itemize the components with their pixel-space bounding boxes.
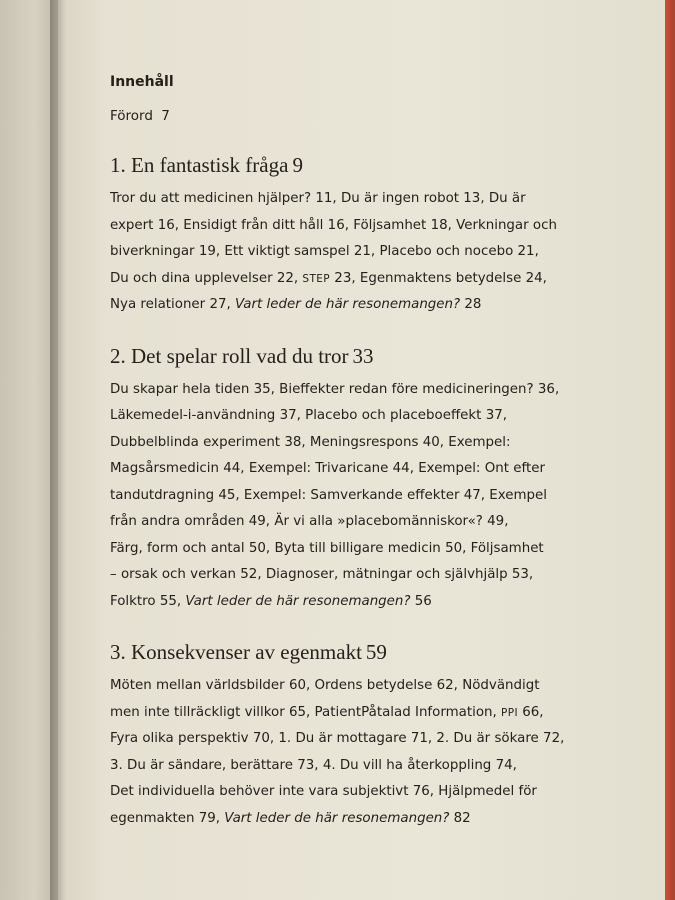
entry-segment: 60,	[288, 678, 315, 693]
chapter-block	[110, 639, 565, 832]
book-cover-edge	[665, 0, 675, 900]
entry-segment: 66,	[517, 704, 544, 720]
entry-segment: 36,	[537, 381, 560, 397]
entry-segment: Tror du att medicinen hjälper?	[110, 191, 316, 206]
entry-segment: Ordens betydelse	[314, 678, 437, 693]
entry-segment: 22,	[276, 270, 303, 286]
entry-segment: Exempel:	[448, 434, 511, 450]
entry-segment: Ensidigt från ditt håll	[183, 217, 328, 233]
entry-segment: Dubbelblinda experiment	[110, 434, 285, 450]
entry-segment: Meningsrespons	[309, 434, 423, 450]
entry-segment: 76,	[412, 784, 439, 799]
entry-line	[110, 700, 565, 727]
entry-segment: 55,	[159, 593, 186, 609]
entry-segment: Följsamhet	[353, 217, 431, 233]
entry-segment: Du skapar hela tiden	[110, 381, 254, 397]
book-gutter-shadow	[50, 0, 66, 900]
entry-segment: 65,	[288, 704, 315, 720]
entry-segment: Byta till billigare medicin	[274, 540, 446, 556]
entry-segment: Möten mellan världsbilder	[110, 678, 289, 693]
entry-segment: Exempel	[489, 487, 548, 503]
entry-segment: 62,	[436, 678, 463, 693]
entry-segment: Du är ingen robot	[340, 191, 464, 206]
foreword-entry	[110, 108, 565, 128]
entry-segment: Exempel: Trivaricane	[248, 461, 393, 476]
entry-segment: 35,	[253, 381, 280, 397]
entry-segment: 3. Du är sändare, berättare	[110, 757, 298, 773]
entry-segment: Exempel: Ont efter	[418, 461, 545, 476]
entry-line	[110, 673, 565, 700]
entry-segment: Följsamhet	[470, 540, 544, 556]
entry-segment: Bieffekter redan före medicineringen?	[279, 381, 538, 397]
chapter-page-number: 33	[352, 343, 374, 368]
entry-line	[110, 589, 565, 616]
chapter-entries	[110, 377, 565, 616]
chapter-title	[110, 152, 565, 178]
entry-line	[110, 456, 565, 483]
entry-segment: 49,	[248, 514, 275, 529]
entry-segment: Läkemedel-i-användning	[110, 408, 280, 423]
entry-segment: Fyra olika perspektiv	[110, 731, 253, 746]
entry-segment: Det individuella behöver inte vara subjektivt	[110, 784, 413, 799]
chapter-entries	[110, 673, 565, 832]
entry-line	[110, 213, 565, 240]
entry-segment: 28	[460, 297, 482, 312]
entry-segment: Egenmaktens betydelse	[359, 270, 526, 286]
entry-segment: 38,	[284, 434, 310, 450]
chapter-title	[110, 343, 565, 369]
entry-line	[110, 239, 565, 266]
entry-segment: Du och dina upplevelser	[110, 270, 277, 286]
entry-segment: Verkningar och	[456, 217, 557, 233]
entry-segment: 44,	[392, 461, 419, 476]
table-of-contents	[110, 70, 565, 832]
entry-line	[110, 266, 565, 293]
entry-segment: biverkningar	[110, 244, 199, 259]
chapter-page-number: 59	[365, 640, 387, 664]
entry-line	[110, 509, 565, 536]
entry-segment: Exempel: Samverkande effekter	[243, 487, 464, 503]
entry-segment: 45,	[218, 487, 244, 503]
entry-segment: tandutdragning	[110, 487, 219, 503]
chapter-block	[110, 152, 565, 319]
entry-segment: 4. Du vill ha återkoppling	[322, 757, 496, 773]
entry-segment: 44,	[223, 461, 249, 476]
entry-segment: 82	[449, 810, 471, 826]
foreword-label: Förord	[110, 108, 153, 124]
entry-segment: 18,	[430, 217, 457, 233]
entry-segment: Ett viktigt samspel	[224, 244, 354, 259]
entry-segment: 1. Du är mottagare	[278, 731, 411, 746]
entry-segment: 19,	[198, 244, 225, 259]
entry-segment: PPI	[501, 706, 518, 719]
entry-segment: – orsak och verkan	[110, 567, 241, 582]
entry-segment: 21,	[353, 244, 380, 259]
entry-segment: expert	[110, 217, 158, 233]
entry-segment: 11,	[315, 191, 341, 206]
toc-heading: Innehåll	[110, 74, 174, 90]
chapter-title-text: 2. Det spelar roll vad du tror	[110, 343, 349, 368]
entry-segment: 47,	[463, 487, 490, 503]
entry-segment: 24,	[525, 270, 547, 286]
foreword-page: 7	[161, 108, 170, 124]
entry-line	[110, 753, 565, 780]
chapter-block	[110, 343, 565, 616]
entry-segment: 53,	[511, 567, 534, 582]
entry-segment: Placebo och placeboeffekt	[305, 408, 486, 423]
entry-line	[110, 726, 565, 753]
chapter-title	[110, 639, 565, 665]
entry-line	[110, 430, 565, 457]
entry-segment: PatientPåtalad Information,	[314, 704, 502, 720]
entry-segment: från andra områden	[110, 514, 249, 529]
entry-segment: 72,	[543, 731, 565, 746]
entry-segment: Hjälpmedel för	[438, 784, 537, 799]
entry-segment: Nya relationer	[110, 297, 210, 312]
entry-segment: 23,	[330, 270, 360, 286]
chapter-list	[110, 152, 565, 832]
entry-segment: 2. Du är sökare	[436, 731, 544, 746]
entry-line	[110, 562, 565, 589]
entry-line	[110, 403, 565, 430]
chapter-entries	[110, 186, 565, 319]
entry-line	[110, 536, 565, 563]
chapter-page-number: 9	[292, 153, 303, 177]
entry-segment: Nödvändigt	[462, 678, 540, 693]
entry-segment: Diagnoser, mätningar och självhjälp	[265, 567, 512, 582]
entry-segment: 16,	[157, 217, 184, 233]
entry-segment: 40,	[422, 434, 449, 450]
entry-line	[110, 806, 565, 833]
entry-segment: 13,	[463, 191, 489, 206]
entry-segment: 70,	[252, 731, 279, 746]
entry-line	[110, 483, 565, 510]
entry-line	[110, 186, 565, 213]
entry-segment: 73,	[297, 757, 323, 773]
entry-segment: 49,	[487, 514, 509, 529]
entry-segment: 21,	[517, 244, 539, 259]
entry-segment: Vart leder de här resonemangen?	[185, 593, 411, 609]
entry-segment: 50,	[248, 540, 275, 556]
entry-segment: Vart leder de här resonemangen?	[235, 297, 461, 312]
entry-segment: 50,	[445, 540, 471, 556]
entry-segment: 74,	[495, 757, 517, 773]
entry-segment: Placebo och nocebo	[379, 244, 518, 259]
entry-segment: Du är	[488, 191, 526, 206]
chapter-title-text: 1. En fantastisk fråga	[110, 153, 289, 177]
entry-segment: men inte tillräckligt villkor	[110, 704, 289, 720]
entry-segment: 52,	[240, 567, 266, 582]
entry-line	[110, 779, 565, 806]
entry-segment: Är vi alla »placebomänniskor«?	[274, 514, 488, 529]
entry-segment: Färg, form och antal	[110, 540, 249, 556]
entry-segment: 37,	[279, 408, 306, 423]
entry-segment: Magsårsmedicin	[110, 461, 224, 476]
entry-segment: 56	[410, 593, 432, 609]
entry-line	[110, 292, 565, 319]
chapter-title-text: 3. Konsekvenser av egenmakt	[110, 640, 362, 664]
entry-segment: 16,	[327, 217, 354, 233]
entry-segment: STEP	[302, 272, 331, 285]
entry-line	[110, 377, 565, 404]
entry-segment: Folktro	[110, 593, 160, 609]
entry-segment: 71,	[410, 731, 437, 746]
entry-segment: 79,	[198, 810, 225, 826]
entry-segment: 37,	[485, 408, 507, 423]
entry-segment: Vart leder de här resonemangen?	[224, 810, 450, 826]
entry-segment: 27,	[209, 297, 235, 312]
entry-segment: egenmakten	[110, 810, 199, 826]
